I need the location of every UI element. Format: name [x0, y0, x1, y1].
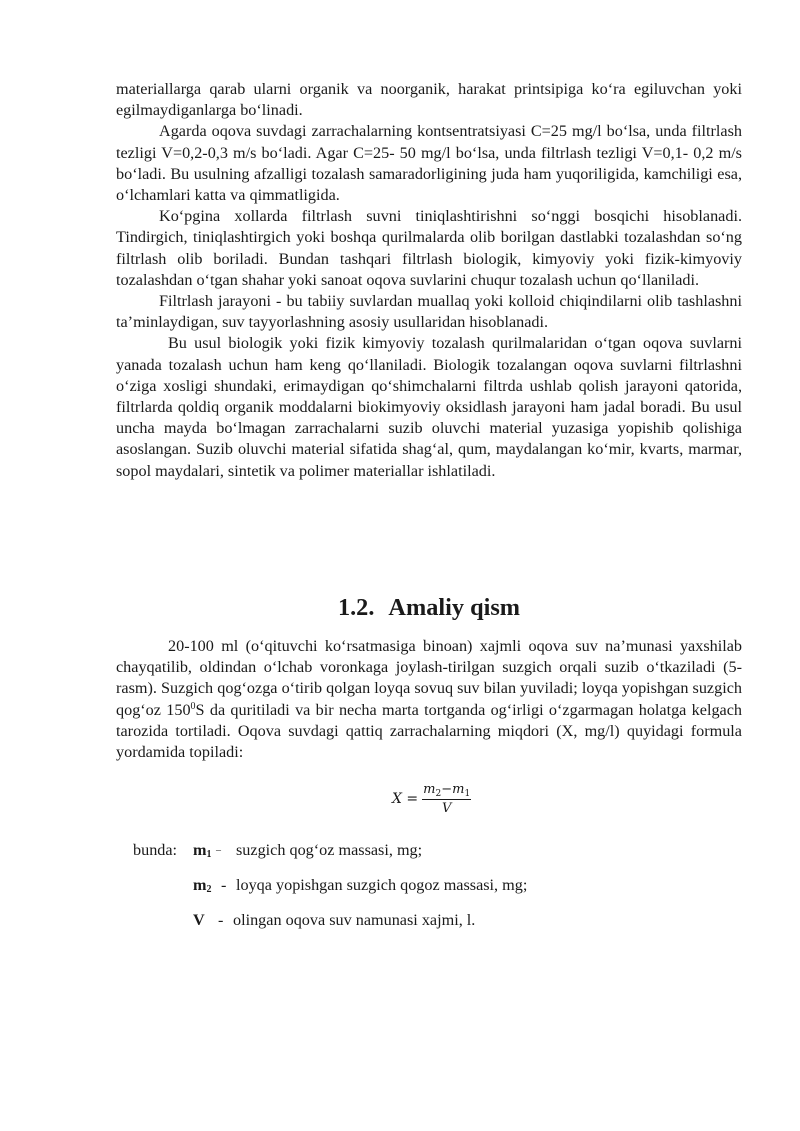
- formula-m1: m: [452, 782, 465, 797]
- section-number: 1.2.: [337, 594, 375, 621]
- concentration-formula: [392, 782, 471, 817]
- practical-text-end: S da quritiladi va bir necha marta tortganda og‘irligi o‘zgarmagan holatga kelgach tarozida tortiladi. Oqova suvdagi qattiq zarrachalarning miqdori (X, mg/l) quyidagi formula yordamida topiladi:: [116, 700, 743, 762]
- symbol-m2-letter: m: [193, 876, 207, 894]
- formula-m2-sub: 2: [435, 789, 442, 799]
- definition-symbol-m2: [193, 875, 211, 896]
- symbol-m1-sub: 1: [206, 849, 212, 860]
- body-text-top: [116, 79, 742, 482]
- symbol-m1-letter: m: [193, 841, 207, 859]
- formula-numerator: [422, 782, 471, 800]
- symbol-m2-sub: 2: [206, 884, 212, 895]
- formula-fraction: [422, 782, 471, 817]
- degree-superscript: 0: [190, 700, 196, 712]
- paragraph-practical-procedure: [116, 636, 742, 763]
- definition-text-m2: loyqa yopishgan suzgich qogoz massasi, mg;: [236, 876, 528, 894]
- practical-text-start: 20-100 ml (o‘qituvchi ko‘rsatmasiga binoan) xajmli oqova suv na’munasi yaxshilab chayqatilib, oldindan o‘lchab voronkaga joylash-tirilgan suzgich orqali suzib o‘tkaziladi (5-rasm). Suzgich qog‘ozga o‘tirib qolgan loyqa sovuq suv bilan yuviladi; loyqa yopishgan suzgich qog‘oz 150: [116, 637, 742, 719]
- definition-dash-v: -: [218, 911, 224, 929]
- paragraph-final-stage: Ko‘pgina xollarda filtrlash suvni tiniqlashtirishni so‘nggi bosqichi hisoblanadi. Tindirgich, tiniqlashtirgich yoki boshqa qurilmalarda olib borilgan dastlabki tozalashdan so‘ng filtrlash olib boriladi. Bundan tashqari filtrlash biologik, kimyoviy yoki fizik-kimyoviy tozalashdan o‘tgan shahar yoki sanoat oqova suvlarini chuqur tozalash uchun qo‘llaniladi.: [116, 207, 742, 289]
- section-title: Amaliy qism: [388, 594, 521, 621]
- paragraph-biological-method: Bu usul biologik yoki fizik kimyoviy tozalash qurilmalaridan o‘tgan oqova suvlarni yanada tozalash uchun ham keng qo‘llaniladi. Biologik tozalangan oqova suvlarni filtrlashni o‘ziga xosligi shundaki, erimaydigan qo‘shimchalarni filtrda ushlab qolish jarayoni qatorida, filtrlarda qoldiq organik moddalarni biokimyoviy oksidlash jarayoni ham jadal boradi. Bu usul uncha mayda bo‘lmagan zarrachalarni suzib oluvchi material yuzasiga yopishib qolishiga asoslangan. Suzib oluvchi material sifatida shag‘al, qum, maydalangan ko‘mir, kvarts, marmar, sopol maydalari, sintetik va polimer materiallar ishlatiladi.: [116, 334, 742, 480]
- definition-text-v: olingan oqova suv namunasi xajmi, l.: [233, 911, 476, 929]
- definitions-lead: bunda:: [133, 841, 178, 859]
- paragraph-materials: materiallarga qarab ularni organik va noorganik, harakat printsipiga ko‘ra egiluvchan yoki egilmaydiganlarga bo‘linadi.: [116, 80, 742, 120]
- definition-dash-m1: –: [216, 845, 221, 856]
- formula-minus: −: [441, 782, 453, 797]
- paragraph-filtration-speed: Agarda oqova suvdagi zarrachalarning kontsentratsiyasi C=25 mg/l bo‘lsa, unda filtrlash tezligi V=0,2-0,3 m/s bo‘ladi. Agar C=25- 50 mg/l bo‘lsa, unda filtrlash tezligi V=0,1- 0,2 m/s bo‘ladi. Bu usulning afzalligi tozalash samaradorligining juda ham yuqoriligida, kamchiligi esa, o‘lchamlari katta va qimmatligida.: [116, 122, 742, 205]
- definition-dash-m2: -: [221, 876, 227, 894]
- formula-lhs: X =: [392, 790, 419, 807]
- body-text-practical: [116, 636, 742, 763]
- formula-denominator: V: [441, 801, 452, 816]
- formula-m2: m: [423, 782, 436, 797]
- section-heading: [116, 594, 742, 621]
- definition-symbol-v: V: [193, 911, 205, 929]
- paragraph-filtration-process: Filtrlash jarayoni - bu tabiiy suvlardan muallaq yoki kolloid chiqindilarni olib tashlashni ta’minlaydigan, suv tayyorlashning asosiy usullaridan hisoblanadi.: [116, 292, 742, 332]
- definition-symbol-m1: [193, 840, 211, 861]
- definition-text-m1: suzgich qog‘oz massasi, mg;: [236, 841, 423, 859]
- formula-m1-sub: 1: [464, 789, 471, 799]
